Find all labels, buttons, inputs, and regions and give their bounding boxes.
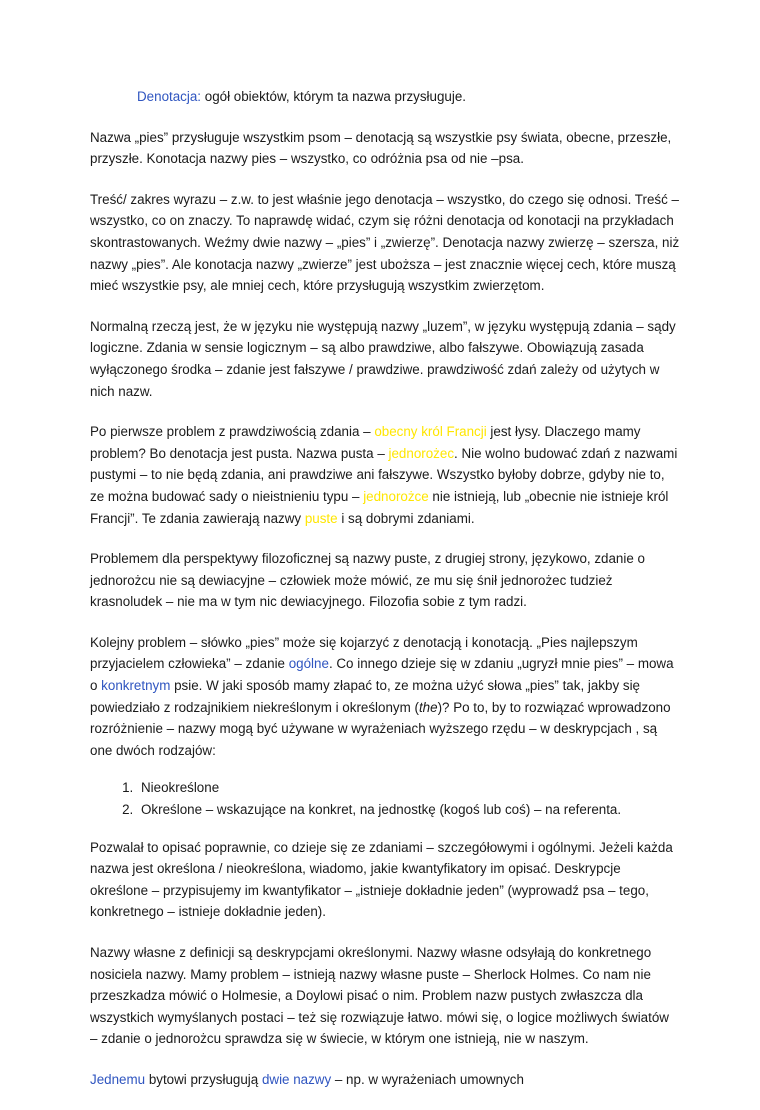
text-run: . Co innego dzieje się w zdaniu „ugryzł mnie pies” – mowa o (90, 656, 674, 694)
highlight-jednorozce: jednorożce (363, 488, 429, 504)
highlight-obecny-krol: obecny król Francji (374, 424, 487, 440)
italic-the: the (418, 699, 438, 715)
text-run: – np. w wyrażeniach umownych (331, 1071, 524, 1087)
term-dwie-nazwy: dwie nazwy (261, 1071, 332, 1087)
highlight-puste: puste (304, 510, 338, 526)
text-run: nie istnieją, lub „obecnie nie istnieje król Francji”. Te zdania zawierają nazwy (90, 488, 669, 526)
description-types-list (90, 777, 680, 820)
text-run: jest łysy. Dlaczego mamy problem? Bo denotacja jest pusta. Nazwa pusta – (90, 424, 641, 461)
paragraph-content-scope: Treść/ zakres wyrazu – z.w. to jest właśnie jego denotacja – wszystko, do czego się odnosi. Treść – wszystko, co on znaczy. To naprawdę widać, czym się różni denotacja od konotacji na przykładach skontrastowanych. Weźmy dwie nazwy – „pies” i „zwierzę”. Denotacja nazwy zwierzę – szersza, niż nazwy „pies”. Ale konotacja nazwy „zwierze” jest uboższa – jest znacznie więcej cech, które muszą mieć wszystkie psy, ale mniej cech, które przysługują wszystkim zwierzętom. (90, 191, 680, 294)
paragraph-descriptions (90, 632, 680, 762)
paragraph-denotation-definition (90, 86, 680, 108)
highlight-jednorozec: jednorożec (388, 445, 455, 461)
paragraph-two-names (90, 1069, 680, 1091)
text-run: psie. W jaki sposób mamy złapać to, ze można użyć słowa „pies” tak, jakby się powiedziało z rodzajnikiem niekreślonym i określonym ( (90, 678, 640, 715)
document-body (90, 86, 680, 1110)
term-jednemu: Jednemu (90, 1071, 146, 1087)
paragraph-quantifiers: Pozwalał to opisać poprawnie, co dzieje się ze zdaniami – szczegółowymi i ogólnymi. Jeżeli każda nazwa jest określona / nieokreślona, wiadomo, jakie kwantyfikatory im opisać. Deskrypcje określone – przypisujemy im kwantyfikator – „istnieje dokładnie jeden” (wyprowadź psa – tego, konkretnego – istnieje dokładnie jeden). (90, 839, 673, 920)
paragraph-proper-names: Nazwy własne z definicji są deskrypcjami określonymi. Nazwy własne odsyłają do konkretnego nosiciela nazwy. Mamy problem – istnieją nazwy własne puste – Sherlock Holmes. Co nam nie przeszkadza mówić o Holmesie, a Doylowi pisać o nim. Problem nazw pustych zwłaszcza dla wszystkich wymyślanych postaci – też się rozwiązuje łatwo. mówi się, o logice możliwych światów – zdanie o jednorożcu sprawdza się w świecie, w którym one istnieją, nie w naszym. (90, 945, 669, 1047)
paragraph-empty-names (90, 421, 680, 529)
term-ogolne: ogólne (288, 656, 329, 672)
text-run: bytowi przysługują (145, 1071, 262, 1087)
term-konkretnym: konkretnym (101, 678, 171, 694)
text-run: i są dobrymi zdaniami. (337, 510, 475, 526)
text-run: Po pierwsze problem z prawdziwością zdania – (90, 424, 375, 440)
definition-text: ogół obiektów, którym ta nazwa przysługuje. (201, 89, 466, 104)
list-item: 2. Określone – wskazujące na konkret, na jednostkę (kogoś lub coś) – na referenta. (137, 799, 680, 821)
list-item: 1. Nieokreślone (137, 777, 680, 799)
paragraph-logical-sentences: Normalną rzeczą jest, że w języku nie występują nazwy „luzem”, w języku występują zdania – sądy logiczne. Zdania w sensie logicznym – są albo prawdziwe, albo fałszywe. Obowiązują zasada wyłączonego środka – zdanie jest fałszywe / prawdziwe. prawdziwość zdań zależy od użytych w nich nazw. (90, 318, 676, 399)
text-run: )? Po to, by to rozwiązać wprowadzono rozróżnienie – nazwy mogą być używane w wyrażeniach wyższego rzędu – w deskrypcjach , są one dwóch rodzajów: (90, 699, 671, 758)
text-run: Kolejny problem – słówko „pies” może się kojarzyć z denotacją i konotacją. „Pies najlepszym przyjacielem człowieka” – zdanie (90, 634, 638, 672)
paragraph-philosophical-perspective: Problemem dla perspektywy filozoficznej są nazwy puste, z drugiej strony, językowo, zdanie o jednorożcu nie są dewiacyjne – człowiek może mówić, ze mu się śnił jednorożec tudzież krasnoludek – nie ma w tym nic dewiacyjnego. Filozofia sobie z tym radzi. (90, 551, 645, 610)
term-denotacja: Denotacja: (137, 89, 202, 104)
paragraph-pies-name: Nazwa „pies” przysługuje wszystkim psom – denotacją są wszystkie psy świata, obecne, przeszłe, przyszłe. Konotacja nazwy pies – wszystko, co odróżnia psa od nie –psa. (90, 129, 672, 167)
text-run: . Nie wolno budować zdań z nazwami pustymi – to nie będą zdania, ani prawdziwe ani fałszywe. Wszystko byłoby dobrze, gdyby nie to, ze można budować sady o nieistnieniu typu – (90, 445, 678, 504)
